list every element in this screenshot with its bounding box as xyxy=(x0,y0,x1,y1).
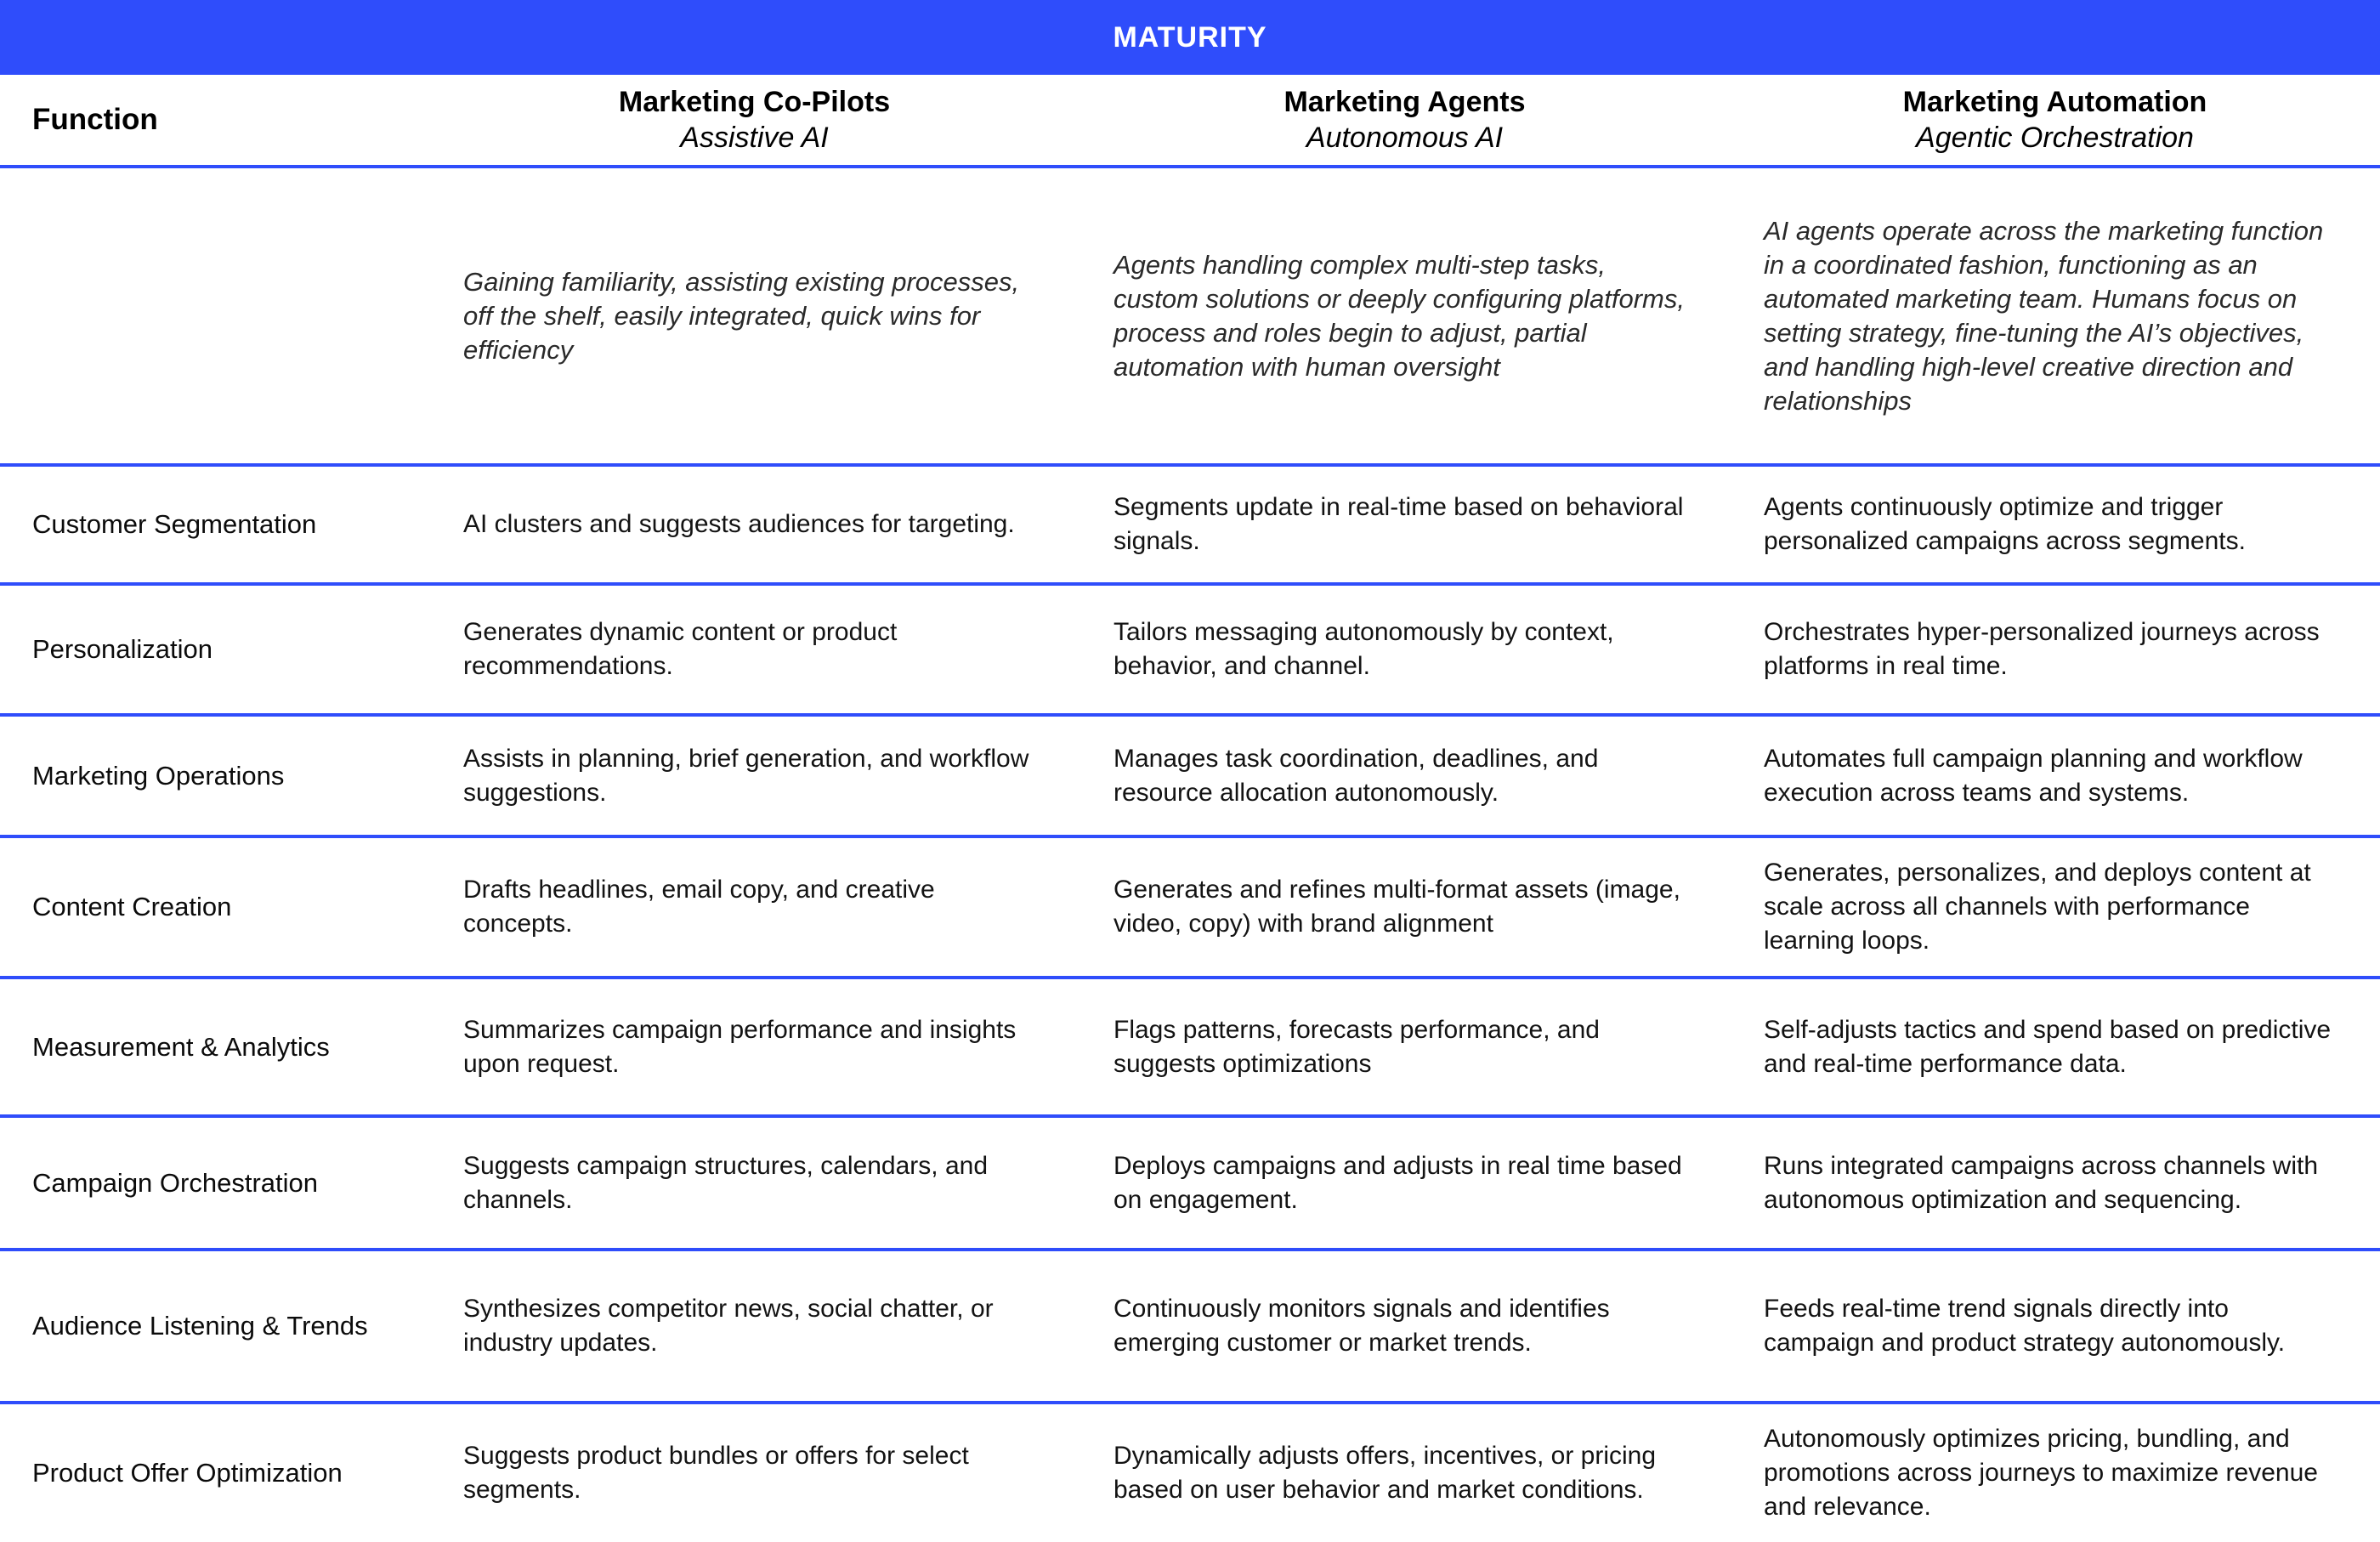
agents-cell: Segments update in real-time based on behavioral signals. xyxy=(1114,493,1684,555)
automation-cell: Runs integrated campaigns across channels with autonomous optimization and sequencing. xyxy=(1764,1151,2319,1214)
column-header-automation xyxy=(1730,75,2380,165)
function-cell: Audience Listening & Trends xyxy=(32,1311,368,1341)
table-row xyxy=(0,1404,2380,1542)
column-title: Marketing Co-Pilots xyxy=(618,85,891,118)
agents-cell: Deploys campaigns and adjusts in real time based on engagement. xyxy=(1114,1151,1682,1214)
function-cell: Customer Segmentation xyxy=(32,509,317,539)
function-column-header: Function xyxy=(32,103,158,136)
automation-cell: Automates full campaign planning and workflow execution across teams and systems. xyxy=(1764,744,2303,807)
copilots-cell: Drafts headlines, email copy, and creative concepts. xyxy=(463,876,935,938)
function-cell: Marketing Operations xyxy=(32,760,285,791)
agents-cell: Continuously monitors signals and identifies emerging customer or market trends. xyxy=(1114,1295,1610,1357)
copilots-cell: Generates dynamic content or product recommendations. xyxy=(463,618,898,680)
description-spacer xyxy=(0,168,429,463)
maturity-banner xyxy=(0,0,2380,75)
automation-cell: Agents continuously optimize and trigger personalized campaigns across segments. xyxy=(1764,493,2246,555)
copilots-cell: Suggests product bundles or offers for select segments. xyxy=(463,1442,969,1504)
column-subtitle: Agentic Orchestration xyxy=(1916,122,2194,154)
function-cell: Content Creation xyxy=(32,892,232,921)
agents-cell: Generates and refines multi-format assets (image, video, copy) with brand alignment xyxy=(1114,876,1680,938)
copilots-cell: Suggests campaign structures, calendars, and channels. xyxy=(463,1151,989,1214)
header-row xyxy=(0,75,2380,168)
table-row xyxy=(0,1118,2380,1251)
automation-description: AI agents operate across the marketing function in a coordinated fashion, functioning as an automated marketing team. Humans focus on setting strategy, fine-tuning the AI’s objectives, and handling high-level creative direction and relationships xyxy=(1764,215,2324,416)
column-subtitle: Assistive AI xyxy=(680,122,829,154)
table-row xyxy=(0,838,2380,979)
agents-cell: Flags patterns, forecasts performance, and suggests optimizations xyxy=(1114,1015,1600,1078)
automation-cell: Autonomously optimizes pricing, bundling, and promotions across journeys to maximize revenue and relevance. xyxy=(1764,1425,2318,1521)
function-cell: Personalization xyxy=(32,634,212,664)
table-row xyxy=(0,467,2380,586)
automation-cell: Feeds real-time trend signals directly into campaign and product strategy autonomously. xyxy=(1764,1295,2286,1357)
column-header-agents xyxy=(1080,75,1730,165)
table-row xyxy=(0,1251,2380,1404)
maturity-banner-title: MATURITY xyxy=(1113,20,1267,54)
agents-description: Agents handling complex multi-step tasks, custom solutions or deeply configuring platforms, process and roles begin to adjust, partial automation with human oversight xyxy=(1114,249,1685,382)
agents-cell: Dynamically adjusts offers, incentives, or pricing based on user behavior and market conditions. xyxy=(1114,1442,1657,1504)
agents-cell: Manages task coordination, deadlines, and resource allocation autonomously. xyxy=(1114,744,1599,807)
function-cell: Campaign Orchestration xyxy=(32,1167,318,1198)
function-cell: Measurement & Analytics xyxy=(32,1031,330,1062)
table-row xyxy=(0,979,2380,1118)
column-header-copilots xyxy=(429,75,1080,165)
copilots-cell: Synthesizes competitor news, social chatter, or industry updates. xyxy=(463,1295,994,1357)
column-title: Marketing Automation xyxy=(1902,85,2207,118)
automation-cell: Generates, personalizes, and deploys content at scale across all channels with performance learning loops. xyxy=(1764,859,2311,955)
function-cell: Product Offer Optimization xyxy=(32,1458,343,1488)
copilots-cell: AI clusters and suggests audiences for targeting. xyxy=(463,510,1015,538)
automation-cell: Orchestrates hyper-personalized journeys across platforms in real time. xyxy=(1764,618,2320,680)
automation-cell: Self-adjusts tactics and spend based on predictive and real-time performance data. xyxy=(1764,1015,2332,1078)
copilots-cell: Assists in planning, brief generation, and workflow suggestions. xyxy=(463,744,1029,807)
copilots-cell: Summarizes campaign performance and insights upon request. xyxy=(463,1015,1017,1078)
column-subtitle: Autonomous AI xyxy=(1306,122,1504,154)
table-row xyxy=(0,586,2380,717)
description-row xyxy=(0,168,2380,467)
copilots-description: Gaining familiarity, assisting existing processes, off the shelf, easily integrated, quick wins for efficiency xyxy=(463,266,1020,365)
column-title: Marketing Agents xyxy=(1284,85,1526,118)
agents-cell: Tailors messaging autonomously by context, behavior, and channel. xyxy=(1114,618,1614,680)
table-row xyxy=(0,717,2380,838)
